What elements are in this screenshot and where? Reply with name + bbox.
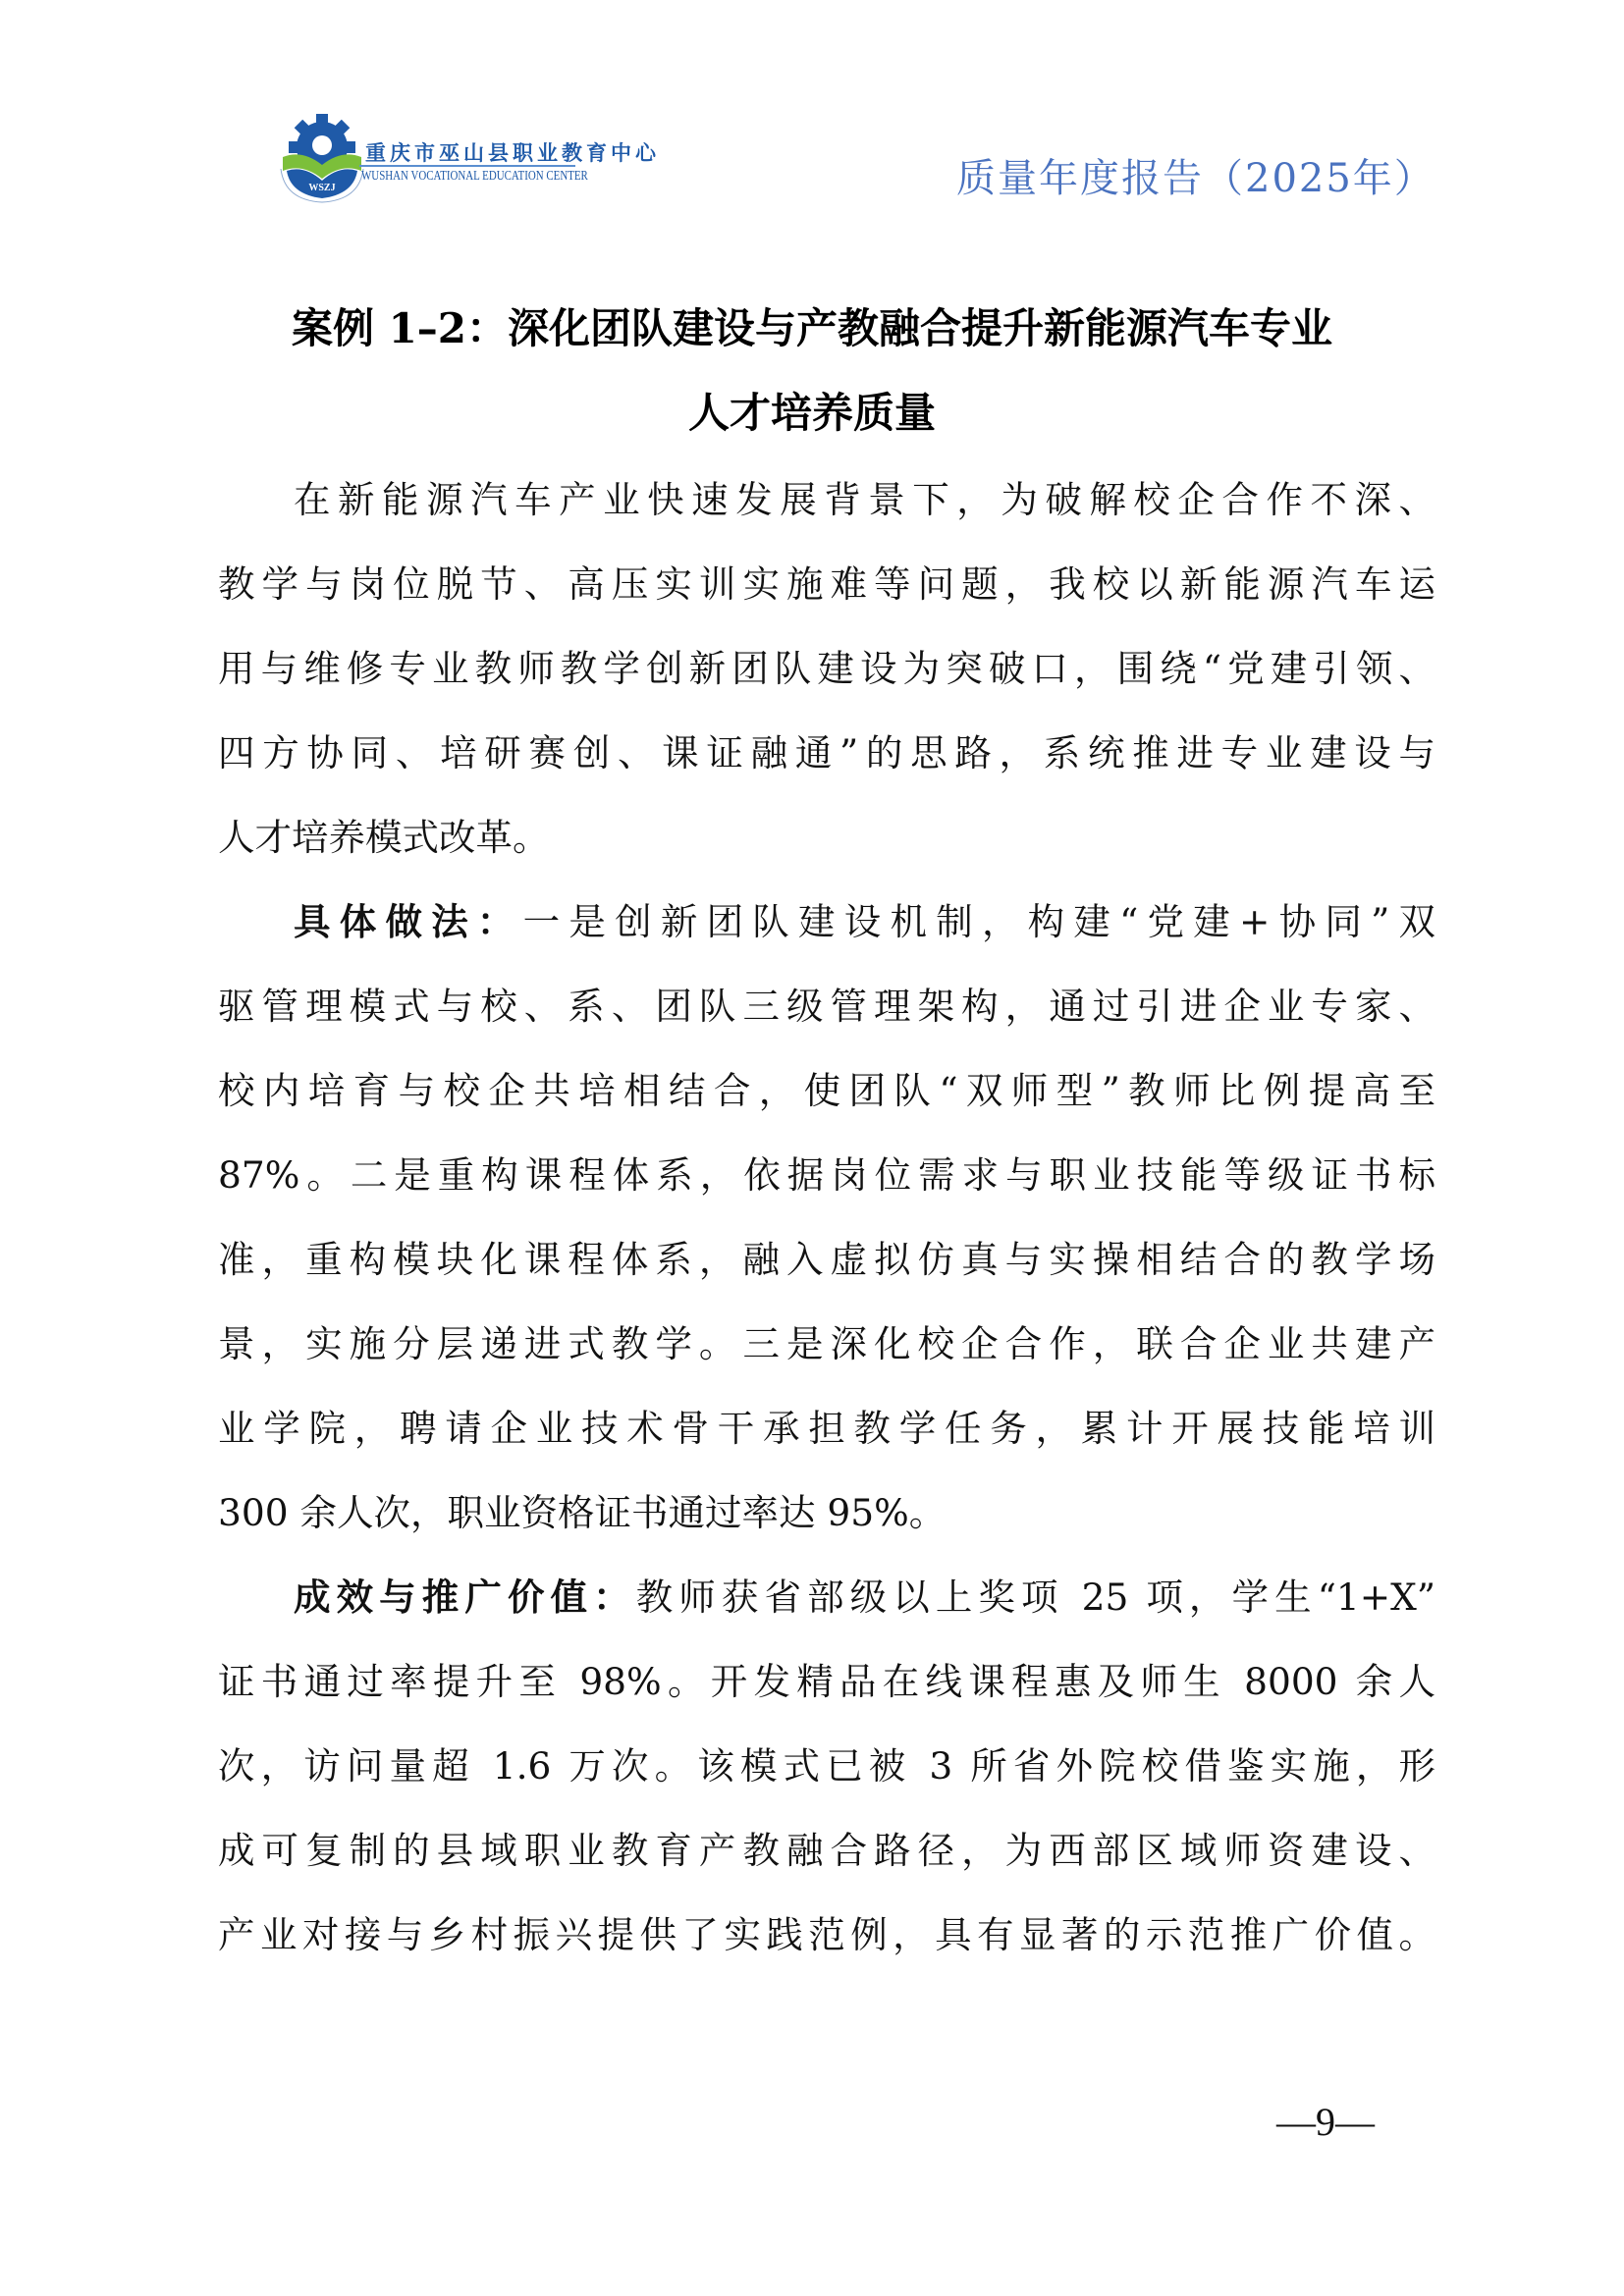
paragraph-2-line: 驱管理模式与校、系、团队三级管理架构，通过引进企业专家、 [218, 985, 1435, 1028]
paragraph-1-line: 人才培养模式改革。 [218, 816, 550, 859]
paragraph-2-line: 87%。二是重构课程体系，依据岗位需求与职业技能等级证书标 [218, 1153, 1435, 1197]
case-title-line-2: 人才培养质量 [687, 389, 936, 437]
paragraph-2-line: 景，实施分层递进式教学。三是深化校企合作，联合企业共建产 [218, 1322, 1435, 1365]
paragraph-3-line: 次，访问量超 1.6 万次。该模式已被 3 所省外院校借鉴实施，形 [218, 1744, 1435, 1788]
school-name-cn: 重庆市巫山县职业教育中心 [365, 141, 660, 165]
gear-book-logo-icon [273, 110, 371, 203]
paragraph-1-line: 教学与岗位脱节、高压实训实施难等问题，我校以新能源汽车运 [218, 562, 1435, 606]
paragraph-2-line: 300 余人次，职业资格证书通过率达 95%。 [218, 1491, 947, 1534]
school-name-en: WUSHAN VOCATIONAL EDUCATION CENTER [361, 169, 588, 184]
school-logo [273, 110, 371, 203]
paragraph-1-line: 四方协同、培研赛创、课证融通”的思路，系统推进专业建设与 [218, 731, 1435, 774]
paragraph-2-line: 准，重构模块化课程体系，融入虚拟仿真与实操相结合的教学场 [218, 1238, 1435, 1281]
paragraph-3-line: 成可复制的县域职业教育产教融合路径，为西部区域师资建设、 [218, 1829, 1435, 1872]
report-title: 质量年度报告（2025年） [956, 156, 1435, 201]
paragraph-2-line: 业学院，聘请企业技术骨干承担教学任务，累计开展技能培训 [218, 1407, 1435, 1450]
paragraph-2-line: 校内培育与校企共培相结合，使团队“双师型”教师比例提高至 [218, 1069, 1435, 1112]
page-header [0, 0, 1624, 226]
logo-divider [359, 165, 575, 167]
paragraph-2-line: 具体做法：一是创新团队建设机制，构建“党建+协同”双 [294, 900, 1436, 943]
svg-text:WSZJ: WSZJ [308, 183, 336, 193]
case-title-line-1: 案例 1–2：深化团队建设与产教融合提升新能源汽车专业 [291, 304, 1333, 352]
paragraph-1-line: 在新能源汽车产业快速发展背景下，为破解校企合作不深、 [294, 478, 1435, 521]
paragraph-3-line: 产业对接与乡村振兴提供了实践范例，具有显著的示范推广价值。 [218, 1913, 1435, 1956]
page-number: —9— [1276, 2100, 1375, 2144]
section-lead-results: 成效与推广价值： [294, 1575, 636, 1619]
paragraph-3-line: 成效与推广价值：教师获省部级以上奖项 25 项，学生“1+X” [294, 1575, 1436, 1619]
paragraph-3-line: 证书通过率提升至 98%。开发精品在线课程惠及师生 8000 余人 [218, 1660, 1435, 1703]
section-lead-practices: 具体做法： [294, 900, 523, 943]
paragraph-1-line: 用与维修专业教师教学创新团队建设为突破口，围绕“党建引领、 [218, 647, 1435, 690]
